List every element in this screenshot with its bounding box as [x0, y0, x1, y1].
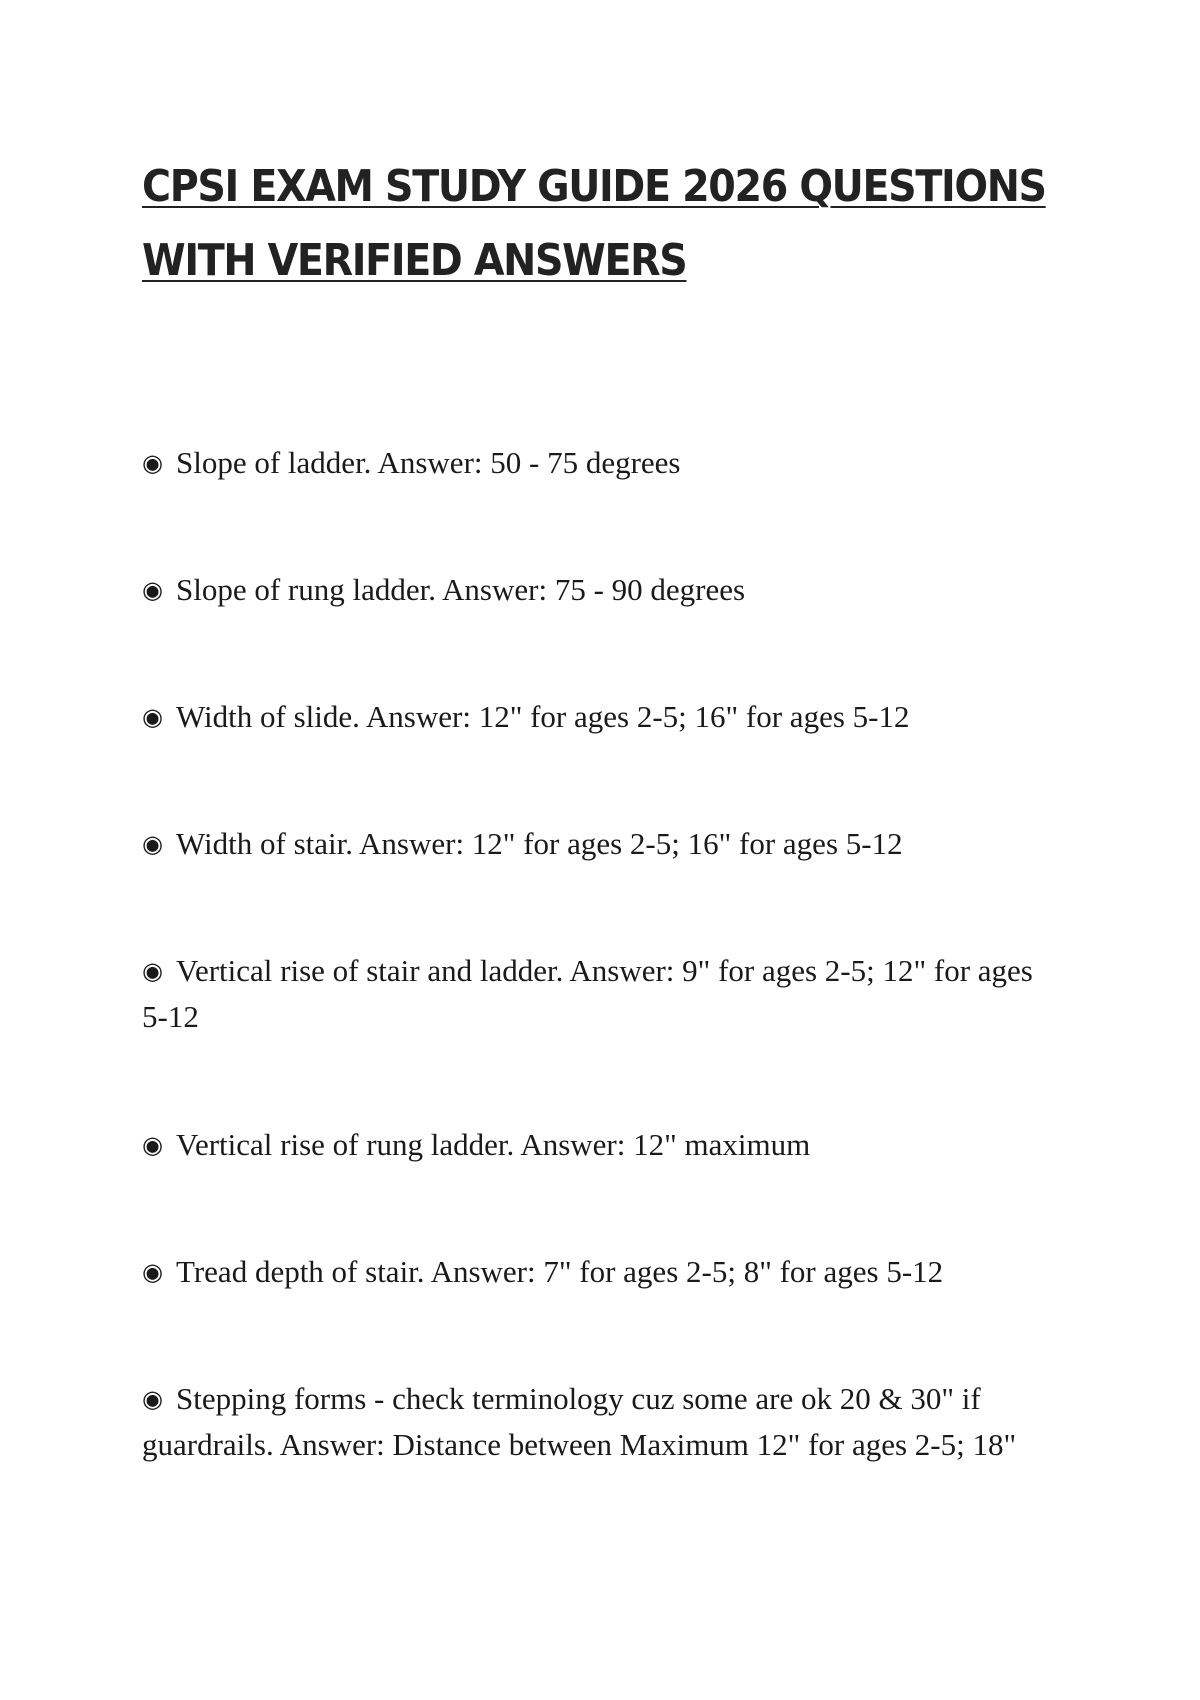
qa-item-text: Width of stair. Answer: 12" for ages 2-5; 16" for ages 5-12	[176, 826, 903, 861]
qa-item-text: Tread depth of stair. Answer: 7" for ages 2-5; 8" for ages 5-12	[176, 1254, 944, 1289]
radio-bullet-icon: ◉	[142, 1131, 163, 1159]
qa-item-text: Width of slide. Answer: 12" for ages 2-5; 16" for ages 5-12	[176, 699, 910, 734]
radio-bullet-icon: ◉	[142, 576, 163, 604]
qa-item	[142, 567, 1062, 613]
qa-item	[142, 1376, 1062, 1468]
title-line-1: CPSI EXAM STUDY GUIDE 2026 QUESTIONS	[142, 161, 1046, 212]
radio-bullet-icon: ◉	[142, 1385, 163, 1413]
qa-item	[142, 1122, 1062, 1168]
radio-bullet-icon: ◉	[142, 830, 163, 858]
radio-bullet-icon: ◉	[142, 449, 163, 477]
qa-item	[142, 694, 1062, 740]
title-line-2: WITH VERIFIED ANSWERS	[142, 235, 687, 286]
qa-item-text: Stepping forms - check terminology cuz some are ok 20 & 30" if guardrails. Answer: Distance between Maximum 12" for ages 2-5; 18"	[142, 1381, 1017, 1462]
qa-item	[142, 821, 1062, 867]
qa-item-text: Vertical rise of stair and ladder. Answer: 9" for ages 2-5; 12" for ages 5-12	[142, 953, 1033, 1034]
qa-item-text: Slope of rung ladder. Answer: 75 - 90 degrees	[176, 572, 746, 607]
radio-bullet-icon: ◉	[142, 957, 163, 985]
qa-item	[142, 1249, 1062, 1295]
qa-item-text: Vertical rise of rung ladder. Answer: 12" maximum	[176, 1127, 811, 1162]
radio-bullet-icon: ◉	[142, 703, 163, 731]
qa-item-text: Slope of ladder. Answer: 50 - 75 degrees	[176, 445, 681, 480]
radio-bullet-icon: ◉	[142, 1258, 163, 1286]
qa-item	[142, 948, 1062, 1040]
document-title	[142, 150, 1046, 298]
qa-item	[142, 440, 1062, 486]
